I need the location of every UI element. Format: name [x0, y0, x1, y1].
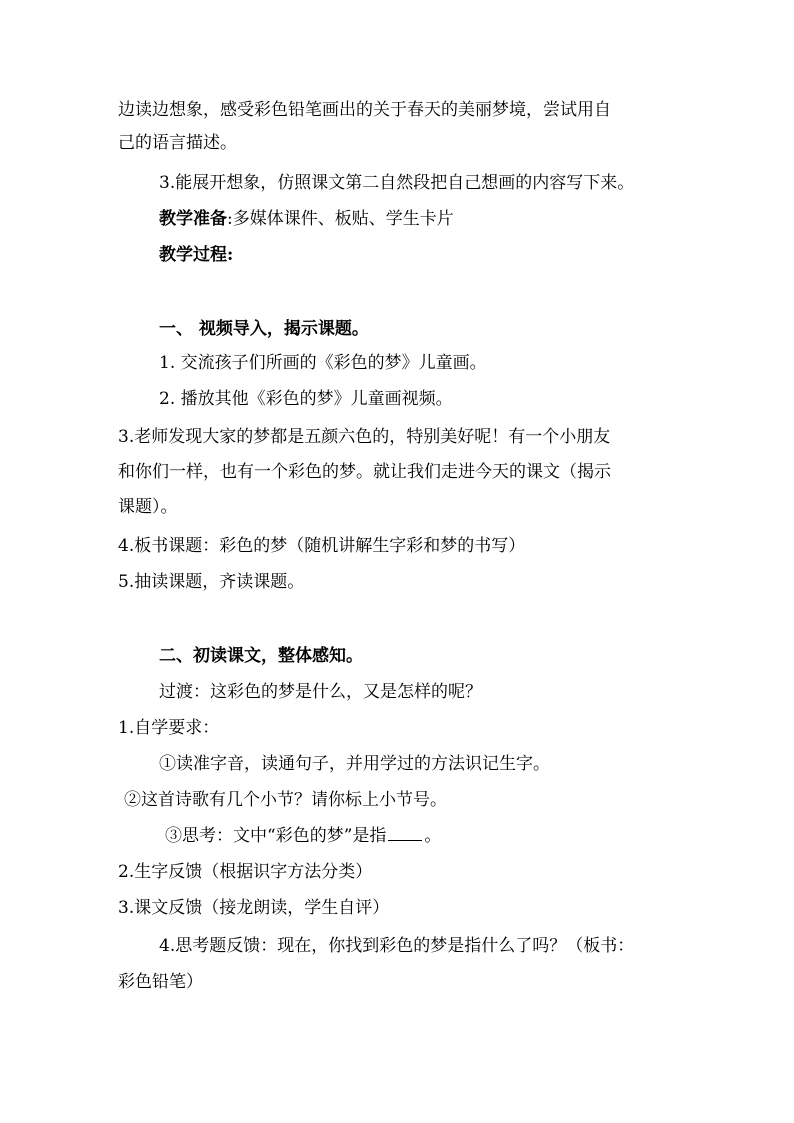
goal-3: 3.能展开想象，仿照课文第二自然段把自己想画的内容写下来。 — [159, 173, 635, 193]
section-1-item-3-line-1: 3.老师发现大家的梦都是五颜六色的，特别美好呢！有一个小朋友 — [118, 427, 611, 447]
section-2-item-2: 2.生字反馈（根据识字方法分类） — [118, 862, 373, 882]
section-1-item-4: 4.板书课题：彩色的梦（随机讲解生字彩和梦的书写） — [118, 536, 526, 556]
self-study-requirement-3 — [165, 824, 441, 848]
section-2-heading: 二、初读课文，整体感知。 — [159, 646, 363, 666]
teaching-prep-label: 教学准备 — [159, 209, 227, 229]
goal-text-line-2: 己的语言描述。 — [118, 133, 237, 153]
fill-in-blank — [388, 824, 422, 841]
section-2-item-4-line-1: 4.思考题反馈：现在，你找到彩色的梦是指什么了吗？（板书： — [159, 936, 635, 956]
requirement-3-prefix: ③思考：文中“彩色的梦”是指 — [165, 826, 387, 846]
goal-text-line-1: 边读边想象，感受彩色铅笔画出的关于春天的美丽梦境，尝试用自 — [118, 100, 611, 120]
section-2-item-3: 3.课文反馈（接龙朗读，学生自评） — [118, 898, 390, 918]
section-1-item-2: 2. 播放其他《彩色的梦》儿童画视频。 — [159, 389, 453, 409]
section-2-transition: 过渡：这彩色的梦是什么，又是怎样的呢？ — [159, 682, 482, 702]
section-1-item-3-line-3: 课题）。 — [118, 497, 178, 517]
self-study-requirement-2: ②这首诗歌有几个小节？请你标上小节号。 — [124, 790, 447, 810]
section-2-item-1: 1.自学要求： — [118, 718, 220, 738]
section-2-item-4-line-2: 彩色铅笔） — [118, 972, 203, 992]
teaching-prep — [159, 207, 454, 231]
requirement-3-suffix: 。 — [424, 826, 442, 846]
section-1-item-1: 1. 交流孩子们所画的《彩色的梦》儿童画。 — [159, 353, 487, 373]
teaching-process-label: 教学过程: — [159, 245, 234, 265]
self-study-requirement-1: ①读准字音，读通句子，并用学过的方法识记生字。 — [159, 754, 550, 774]
section-1-item-3-line-2: 和你们一样，也有一个彩色的梦。就让我们走进今天的课文（揭示 — [118, 462, 611, 482]
teaching-prep-text: :多媒体课件、板贴、学生卡片 — [227, 209, 454, 229]
section-1-item-5: 5.抽读课题，齐读课题。 — [118, 572, 305, 592]
section-1-heading: 一、 视频导入，揭示课题。 — [159, 319, 369, 339]
